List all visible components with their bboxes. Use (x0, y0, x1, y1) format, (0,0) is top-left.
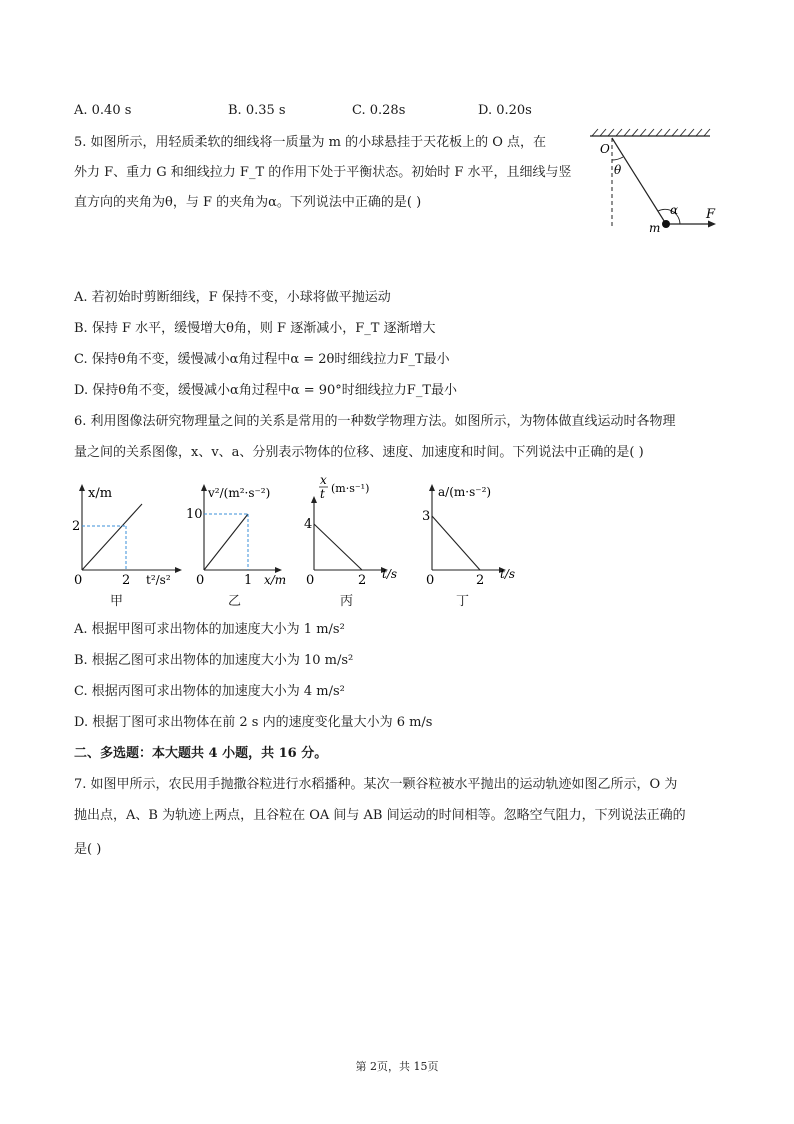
x-axis-label: x/m (264, 573, 287, 587)
q6-option-b: B. 根据乙图可求出物体的加速度大小为 10 m/s² (74, 653, 354, 668)
x-tick-label: 2 (476, 573, 485, 588)
label-theta: θ (614, 163, 622, 177)
ball (662, 220, 670, 228)
q4-option-a: A. 0.40 s (74, 103, 132, 118)
x-tick-label: 1 (244, 573, 253, 588)
graph-line (432, 516, 480, 570)
q5-stem-line-1: 5. 如图所示，用轻质柔软的细线将一质量为 m 的小球悬挂于天花板上的 O 点，在 (74, 135, 547, 150)
graph-ding-caption: 丁 (456, 594, 470, 609)
origin-label: 0 (74, 573, 83, 588)
y-axis-label-unit: (m·s⁻¹) (331, 482, 370, 495)
q7-stem-line-3: 是( ) (74, 842, 102, 857)
graph-bing-caption: 丙 (340, 594, 354, 609)
y-tick-label: 4 (304, 517, 313, 532)
label-f: F (706, 207, 716, 222)
q5-option-c: C. 保持θ角不变，缓慢减小α角过程中α = 2θ时细线拉力F_T最小 (74, 352, 450, 367)
x-axis-label: t²/s² (146, 573, 171, 587)
q6-option-a: A. 根据甲图可求出物体的加速度大小为 1 m/s² (74, 622, 345, 637)
q7-stem-line-1: 7. 如图甲所示，农民用手抛撒谷粒进行水稻播种。某次一颗谷粒被水平抛出的运动轨迹如图乙所示，O 为 (74, 777, 678, 792)
y-tick-label: 10 (186, 507, 203, 522)
graph-jia (70, 478, 190, 588)
x-tick-label: 2 (358, 573, 367, 588)
origin-label: 0 (306, 573, 315, 588)
y-tick-label: 3 (422, 509, 431, 524)
graph-yi (186, 478, 298, 588)
label-alpha: α (670, 203, 679, 217)
q6-stem-line-2: 量之间的关系图像，x、v、a、分别表示物体的位移、速度、加速度和时间。下列说法中正确的是( ) (74, 445, 644, 460)
y-axis-arrow (201, 484, 207, 491)
page-footer: 第 2页，共 15页 (355, 1060, 439, 1073)
graph-line (204, 514, 248, 570)
string-line (612, 138, 666, 224)
graph-ding (420, 478, 524, 588)
y-axis-arrow (311, 496, 317, 503)
graph-jia-caption: 甲 (110, 594, 124, 609)
q4-option-b: B. 0.35 s (228, 103, 286, 118)
y-axis-arrow (79, 484, 85, 491)
ceiling-hatching (592, 129, 710, 136)
origin-label: 0 (426, 573, 435, 588)
q4-option-c: C. 0.28s (352, 103, 406, 118)
graph-line (82, 504, 142, 570)
q5-option-a: A. 若初始时剪断细线，F 保持不变，小球将做平抛运动 (74, 290, 391, 305)
y-axis-label: v²/(m²·s⁻²) (208, 486, 271, 500)
q7-stem-line-2: 抛出点，A、B 为轨迹上两点，且谷粒在 OA 间与 AB 间运动的时间相等。忽略空气阻力，下列说法正确的 (74, 808, 686, 823)
x-axis-label: t/s (382, 567, 398, 581)
q5-stem-line-3: 直方向的夹角为θ，与 F 的夹角为α。下列说法中正确的是( ) (74, 195, 422, 210)
q5-option-b: B. 保持 F 水平，缓慢增大θ角，则 F 逐渐减小，F_T 逐渐增大 (74, 321, 436, 336)
theta-arc (612, 157, 623, 160)
y-axis-label-denominator: t (320, 487, 325, 501)
y-tick-label: 2 (72, 519, 81, 534)
y-axis-label: x/m (88, 486, 113, 501)
q4-option-d: D. 0.20s (478, 103, 532, 118)
graph-line (314, 524, 362, 570)
graph-yi-caption: 乙 (228, 594, 242, 609)
section-heading-multiple-choice: 二、多选题：本大题共 4 小题，共 16 分。 (74, 746, 328, 761)
x-axis-arrow (175, 567, 182, 573)
q5-option-d: D. 保持θ角不变，缓慢减小α角过程中α = 90°时细线拉力F_T最小 (74, 383, 457, 398)
x-tick-label: 2 (122, 573, 131, 588)
q6-option-d: D. 根据丁图可求出物体在前 2 s 内的速度变化量大小为 6 m/s (74, 715, 433, 730)
origin-label: 0 (196, 573, 205, 588)
q6-stem-line-1: 6. 利用图像法研究物理量之间的关系是常用的一种数学物理方法。如图所示，为物体做直线运动时各物理 (74, 414, 676, 429)
q6-option-c: C. 根据丙图可求出物体的加速度大小为 4 m/s² (74, 684, 345, 699)
label-m: m (649, 221, 661, 235)
x-axis-label: t/s (500, 567, 516, 581)
label-o: O (600, 142, 610, 156)
graph-bing (302, 470, 406, 588)
y-axis-label: a/(m·s⁻²) (438, 485, 492, 499)
y-axis-arrow (429, 484, 435, 491)
q5-stem-line-2: 外力 F、重力 G 和细线拉力 F_T 的作用下处于平衡状态。初始时 F 水平，且细线与竖 (74, 165, 572, 180)
q5-pendulum-figure (584, 128, 724, 238)
y-axis-label-numerator: x (320, 473, 327, 487)
